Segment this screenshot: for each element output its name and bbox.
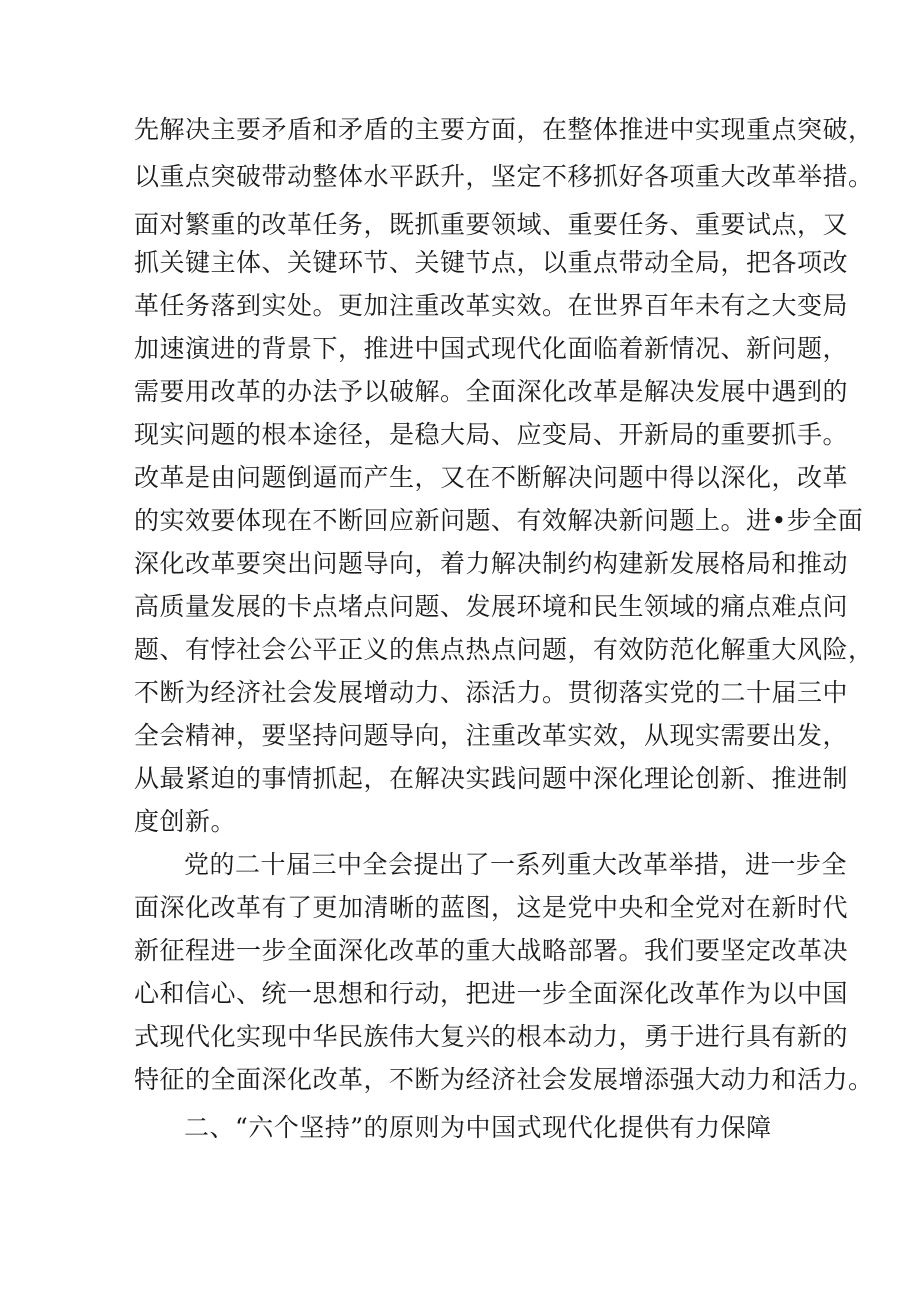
text-line: 革任务落到实处。更加注重改革实效。在世界百年未有之大变局 xyxy=(134,291,849,320)
text-line: 以重点突破带动整体水平跃升，坚定不移抓好各项重大改革举措。 xyxy=(134,162,874,191)
text-line: 改革是由问题倒逼而产生，又在不断解决问题中得以深化，改革 xyxy=(134,463,849,492)
text-line: 先解决主要矛盾和矛盾的主要方面，在整体推进中实现重点突破， xyxy=(134,115,874,144)
text-line: 心和信心、统一思想和行动，把进一步全面深化改革作为以中国 xyxy=(134,979,849,1008)
text-line: 深化改革要突出问题导向，着力解决制约构建新发展格局和推动 xyxy=(134,549,849,578)
text-line: 不断为经济社会发展增动力、添活力。贯彻落实党的二十届三中 xyxy=(134,678,849,707)
text-line: 加速演进的背景下，推进中国式现代化面临着新情况、新问题， xyxy=(134,334,849,363)
text-line: 的实效要体现在不断回应新问题、有效解决新问题上。进•步全面 xyxy=(134,506,864,535)
text-line: 全会精神，要坚持问题导向，注重改革实效，从现实需要出发， xyxy=(134,721,849,750)
text-line: 题、有悖社会公平正义的焦点热点问题，有效防范化解重大风险， xyxy=(134,635,874,664)
text-line: 面深化改革有了更加清晰的蓝图，这是党中央和全党对在新时代 xyxy=(134,893,849,922)
text-line: 特征的全面深化改革，不断为经济社会发展增添强大动力和活力。 xyxy=(134,1065,874,1094)
text-line: 新征程进一步全面深化改革的重大战略部署。我们要坚定改革决 xyxy=(134,936,849,965)
text-line: 高质量发展的卡点堵点问题、发展环境和民生领域的痛点难点问 xyxy=(134,592,849,621)
text-line: 现实问题的根本途径，是稳大局、应变局、开新局的重要抓手。 xyxy=(134,420,849,449)
paragraph-first-line: 党的二十届三中全会提出了一系列重大改革举措，进一步全 xyxy=(184,850,848,879)
text-line: 抓关键主体、关键环节、关键节点，以重点带动全局，把各项改 xyxy=(134,248,849,277)
text-line: 面对繁重的改革任务，既抓重要领域、重要任务、重要试点，又 xyxy=(134,210,849,239)
text-line: 式现代化实现中华民族伟大复兴的根本动力，勇于进行具有新的 xyxy=(134,1022,849,1051)
text-line: 需要用改革的办法予以破解。全面深化改革是解决发展中遇到的 xyxy=(134,377,849,406)
section-heading: 二、“六个坚持”的原则为中国式现代化提供有力保障 xyxy=(184,1113,772,1142)
text-line: 从最紧迫的事情抓起，在解决实践问题中深化理论创新、推进制 xyxy=(134,764,849,793)
text-line: 度创新。 xyxy=(134,807,237,836)
